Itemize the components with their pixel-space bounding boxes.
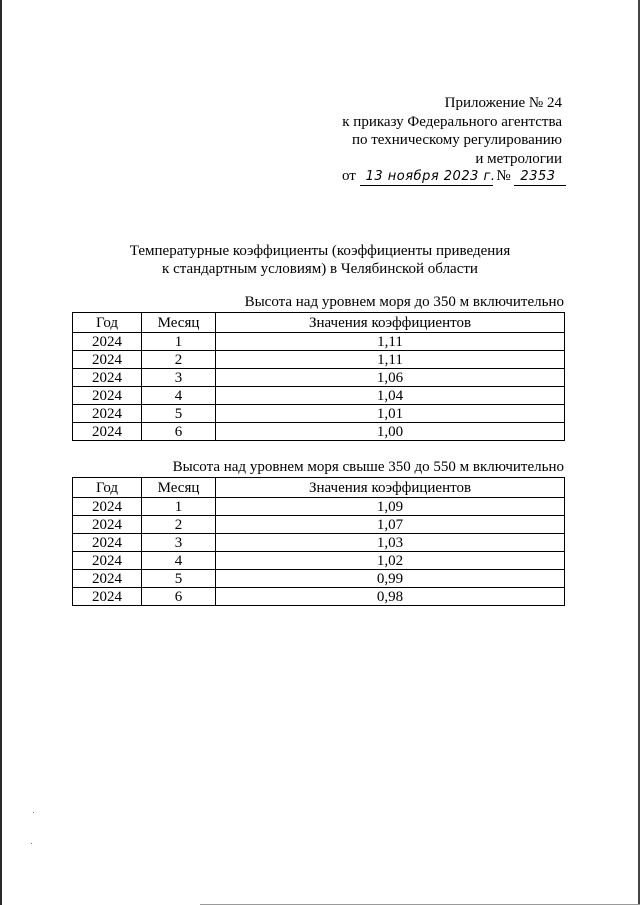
column-header-month: Месяц bbox=[142, 313, 216, 333]
table-caption-2: Высота над уровнем моря свыше 350 до 550 м включительно bbox=[172, 459, 564, 475]
cell-year: 2024 bbox=[73, 351, 142, 369]
table-row bbox=[73, 534, 565, 552]
coefficients-table-2 bbox=[72, 477, 565, 606]
cell-coefficient: 1,00 bbox=[216, 423, 565, 441]
table-row bbox=[73, 351, 565, 369]
handwritten-number: 2353 bbox=[520, 169, 556, 184]
cell-month: 4 bbox=[142, 552, 216, 570]
cell-year: 2024 bbox=[73, 570, 142, 588]
cell-month: 3 bbox=[142, 534, 216, 552]
cell-month: 1 bbox=[142, 333, 216, 351]
scan-speck bbox=[31, 843, 32, 844]
scan-speck bbox=[33, 812, 34, 813]
appendix-number: Приложение № 24 bbox=[444, 95, 562, 111]
table-header-row bbox=[73, 313, 565, 333]
table-caption-1: Высота над уровнем моря до 350 м включительно bbox=[244, 294, 564, 310]
column-header-coefficient: Значения коэффициентов bbox=[216, 478, 565, 498]
column-header-month: Месяц bbox=[142, 478, 216, 498]
cell-year: 2024 bbox=[73, 369, 142, 387]
cell-coefficient: 1,06 bbox=[216, 369, 565, 387]
cell-month: 3 bbox=[142, 369, 216, 387]
cell-month: 5 bbox=[142, 570, 216, 588]
table-row bbox=[73, 369, 565, 387]
table-row bbox=[73, 333, 565, 351]
cell-coefficient: 1,07 bbox=[216, 516, 565, 534]
column-header-coefficient: Значения коэффициентов bbox=[216, 313, 565, 333]
cell-year: 2024 bbox=[73, 333, 142, 351]
order-reference: к приказу Федерального агентства bbox=[342, 113, 562, 130]
cell-coefficient: 1,01 bbox=[216, 405, 565, 423]
cell-coefficient: 1,09 bbox=[216, 498, 565, 516]
order-date-line bbox=[342, 168, 566, 186]
cell-year: 2024 bbox=[73, 534, 142, 552]
cell-coefficient: 0,99 bbox=[216, 570, 565, 588]
cell-coefficient: 1,04 bbox=[216, 387, 565, 405]
cell-coefficient: 1,03 bbox=[216, 534, 565, 552]
cell-coefficient: 1,11 bbox=[216, 351, 565, 369]
table-row bbox=[73, 498, 565, 516]
handwritten-date: 13 ноября 2023 г. bbox=[365, 169, 496, 184]
cell-month: 2 bbox=[142, 516, 216, 534]
date-prefix: от bbox=[342, 168, 356, 184]
cell-year: 2024 bbox=[73, 498, 142, 516]
cell-year: 2024 bbox=[73, 405, 142, 423]
number-prefix: № bbox=[496, 168, 511, 184]
cell-month: 6 bbox=[142, 423, 216, 441]
cell-coefficient: 1,02 bbox=[216, 552, 565, 570]
cell-month: 2 bbox=[142, 351, 216, 369]
table-row bbox=[73, 405, 565, 423]
cell-month: 4 bbox=[142, 387, 216, 405]
table-row bbox=[73, 423, 565, 441]
cell-month: 6 bbox=[142, 588, 216, 606]
table-header-row bbox=[73, 478, 565, 498]
table-row bbox=[73, 516, 565, 534]
column-header-year: Год bbox=[73, 313, 142, 333]
title-line-1: Температурные коэффициенты (коэффициенты приведения bbox=[129, 243, 511, 259]
cell-month: 1 bbox=[142, 498, 216, 516]
cell-month: 5 bbox=[142, 405, 216, 423]
cell-coefficient: 1,11 bbox=[216, 333, 565, 351]
table-row bbox=[73, 570, 565, 588]
scan-edge-left bbox=[0, 0, 2, 905]
cell-year: 2024 bbox=[73, 552, 142, 570]
column-header-year: Год bbox=[73, 478, 142, 498]
appendix-header bbox=[342, 94, 562, 168]
table-row bbox=[73, 588, 565, 606]
agency-line: по техническому регулированию bbox=[351, 132, 562, 148]
coefficients-table-1 bbox=[72, 312, 565, 441]
cell-year: 2024 bbox=[73, 588, 142, 606]
cell-year: 2024 bbox=[73, 516, 142, 534]
title-line-2: к стандартным условиям) в Челябинской области bbox=[162, 261, 478, 277]
document-title bbox=[100, 242, 540, 278]
table-row bbox=[73, 387, 565, 405]
cell-year: 2024 bbox=[73, 387, 142, 405]
cell-coefficient: 0,98 bbox=[216, 588, 565, 606]
cell-year: 2024 bbox=[73, 423, 142, 441]
agency-line-end: и метрологии bbox=[475, 150, 562, 167]
table-row bbox=[73, 552, 565, 570]
